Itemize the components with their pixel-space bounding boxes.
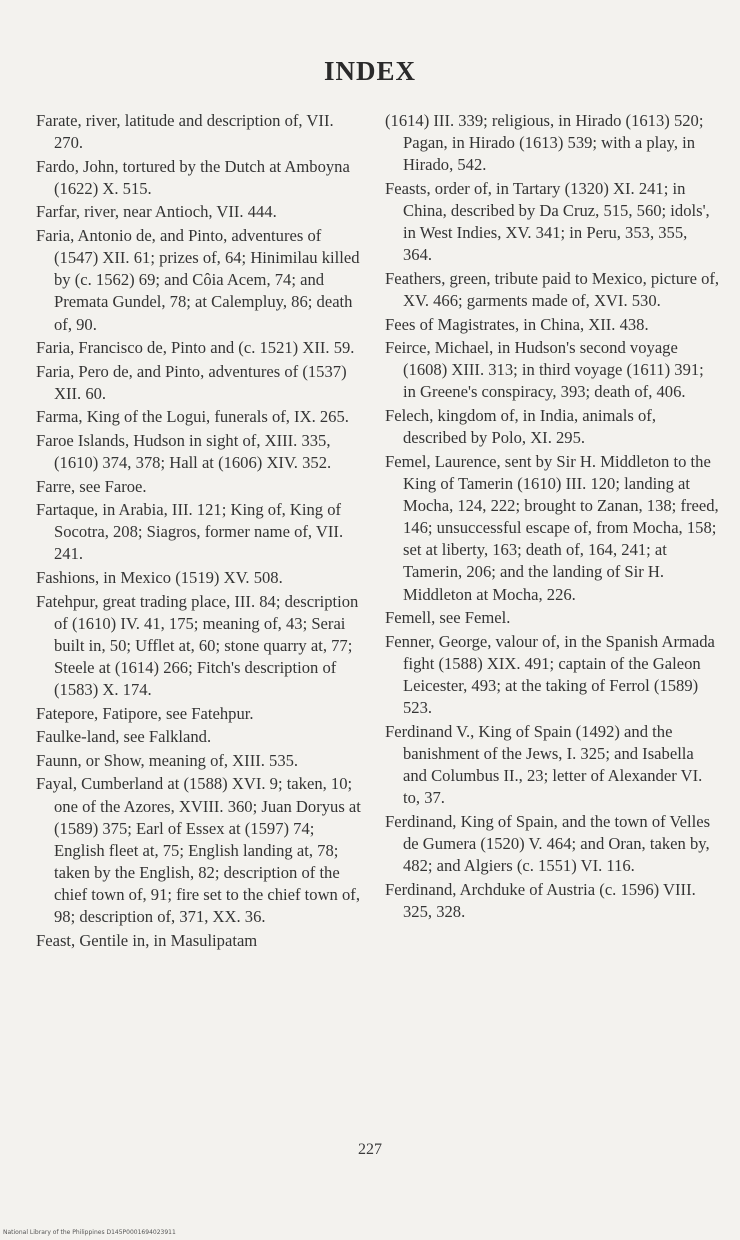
index-entry: Fatehpur, great trading place, III. 84; description of (1610) IV. 41, 175; meaning of, 43; Serai built in, 50; Ufflet at, 60; stone quarry at, 77; Steele at (1614) 266; Fitch's description of (1583) X. 174. [36,591,359,700]
index-entry: Fatepore, Fatipore, see Fatehpur. [36,703,254,723]
library-footer: National Library of the Philippines D145P0001694023911 [3,1229,176,1236]
index-entry: Farfar, river, near Antioch, VII. 444. [36,202,277,222]
index-entry: Faulke-land, see Falkland. [36,727,212,747]
left-column [36,110,366,953]
index-entry: Fardo, John, tortured by the Dutch at Amboyna (1622) X. 515. [36,156,350,198]
index-entry: Ferdinand V., King of Spain (1492) and the banishment of the Jews, I. 325; and Isabella and Columbus II., 23; letter of Alexander VI. to, 37. [385,721,703,808]
page-title: INDEX [323,56,416,86]
index-entry: Feirce, Michael, in Hudson's second voyage (1608) XIII. 313; in third voyage (1611) 391; in Greene's conspiracy, 393; death of, 406. [385,338,704,402]
index-entry: Fartaque, in Arabia, III. 121; King of, King of Socotra, 208; Siagros, former name of, VII. 241. [36,500,344,564]
index-entry: Faria, Francisco de, Pinto and (c. 1521) XII. 59. [36,338,355,358]
right-column [385,110,720,924]
index-entry: (1614) III. 339; religious, in Hirado (1613) 520; Pagan, in Hirado (1613) 539; with a play, in Hirado, 542. [385,111,704,175]
index-entry: Felech, kingdom of, in India, animals of, described by Polo, XI. 295. [385,405,656,448]
page-number: 227 [358,1141,382,1158]
index-entry: Ferdinand, Archduke of Austria (c. 1596) VIII. 325, 328. [385,879,696,921]
index-entry: Femell, see Femel. [385,608,511,628]
index-entry: Farma, King of the Logui, funerals of, IX. 265. [36,407,349,427]
index-entry: Feasts, order of, in Tartary (1320) XI. 241; in China, described by Da Cruz, 515, 560; idols', in West Indies, XV. 341; in Peru, 353, 355, 364. [385,178,710,265]
index-entry: Fayal, Cumberland at (1588) XVI. 9; taken, 10; one of the Azores, XVIII. 360; Juan Doryus at (1589) 375; Earl of Essex at (1597) 74; English fleet at, 75; English landing at, 78; taken by the English, 82; description of the chief town of, 91; fire set to the chief town of, 98; description of, 371, XX. 36. [36,774,361,927]
index-entry: Faunn, or Show, meaning of, XIII. 535. [36,750,299,770]
index-entry: Fees of Magistrates, in China, XII. 438. [385,314,649,334]
index-entry: Faria, Pero de, and Pinto, adventures of (1537) XII. 60. [36,361,347,403]
index-entry: Fashions, in Mexico (1519) XV. 508. [36,568,283,588]
index-entry: Faroe Islands, Hudson in sight of, XIII. 335, (1610) 374, 378; Hall at (1606) XIV. 352. [36,430,332,473]
index-entry: Feathers, green, tribute paid to Mexico, picture of, XV. 466; garments made of, XVI. 530. [385,268,720,311]
index-entry: Faria, Antonio de, and Pinto, adventures of (1547) XII. 61; prizes of, 64; Hinimilau killed by (c. 1562) 69; and Côia Acem, 74; and Premata Gundel, 78; at Calempluy, 86; death of, 90. [36,225,360,334]
index-entry: Fenner, George, valour of, in the Spanish Armada fight (1588) XIX. 491; captain of the Galeon Leicester, 493; at the taking of Ferrol (1589) 523. [385,631,715,718]
index-entry: Femel, Laurence, sent by Sir H. Middleton to the King of Tamerin (1610) III. 120; landing at Mocha, 124, 222; brought to Zanan, 138; freed, 146; unsuccessful escape of, from Mocha, 158; set at liberty, 163; death of, 164, 241; at Tamerin, 206; and the landing of Sir H. Middleton at Mocha, 226. [385,451,719,604]
index-entry: Farre, see Faroe. [36,476,147,496]
index-entry: Ferdinand, King of Spain, and the town of Velles de Gumera (1520) V. 464; and Oran, taken by, 482; and Algiers (c. 1551) VI. 116. [385,811,711,876]
index-entry: Farate, river, latitude and description of, VII. 270. [36,111,334,153]
index-entry: Feast, Gentile in, in Masulipatam [36,930,258,950]
